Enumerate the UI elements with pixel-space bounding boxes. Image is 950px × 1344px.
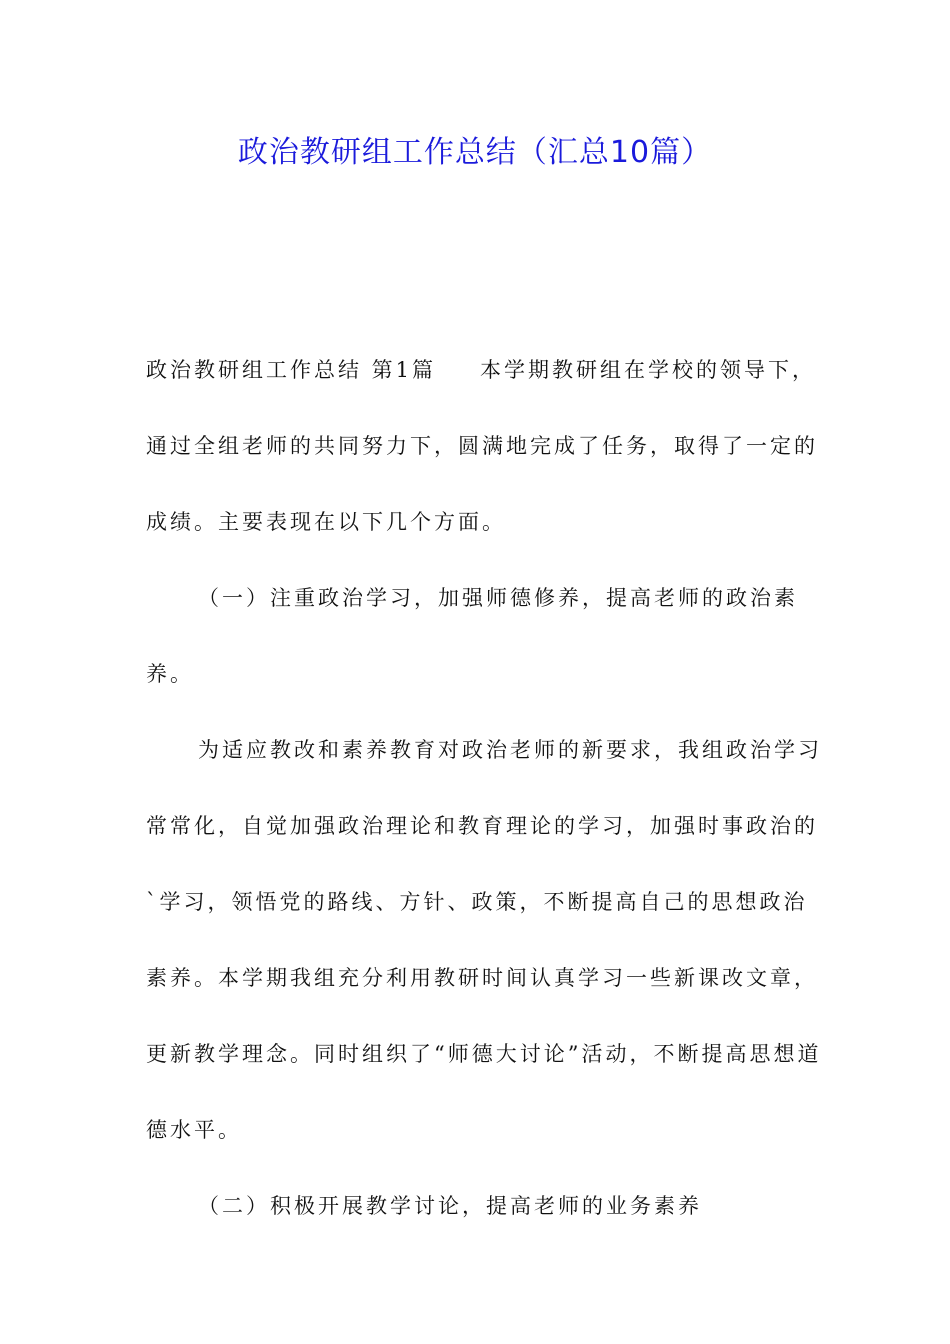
intro-text: 本学期教研组在学校的领导下，通过全组老师的共同努力下，圆满地完成了任务，取得了一定的成绩。主要表现在以下几个方面。: [146, 358, 818, 534]
document-body: [146, 332, 826, 1244]
section-2-heading: （二）积极开展教学讨论，提高老师的业务素养: [198, 1194, 702, 1218]
section-1-heading: （一）注重政治学习，加强师德修养，提高老师的政治素养。: [146, 586, 798, 686]
section-1-body: 为适应教改和素养教育对政治老师的新要求，我组政治学习常常化，自觉加强政治理论和教育理论的学习，加强时事政治的`学习，领悟党的路线、方针、政策，不断提高自己的思想政治素养。本学期我组充分利用教研时间认真学习一些新课改文章，更新教学理念。同时组织了“师德大讨论”活动，不断提高思想道德水平。: [146, 738, 822, 1142]
paragraph-intro: [146, 332, 826, 560]
article-heading: 政治教研组工作总结 第1篇: [146, 358, 437, 382]
document-title: 政治教研组工作总结（汇总10篇）: [237, 135, 713, 170]
